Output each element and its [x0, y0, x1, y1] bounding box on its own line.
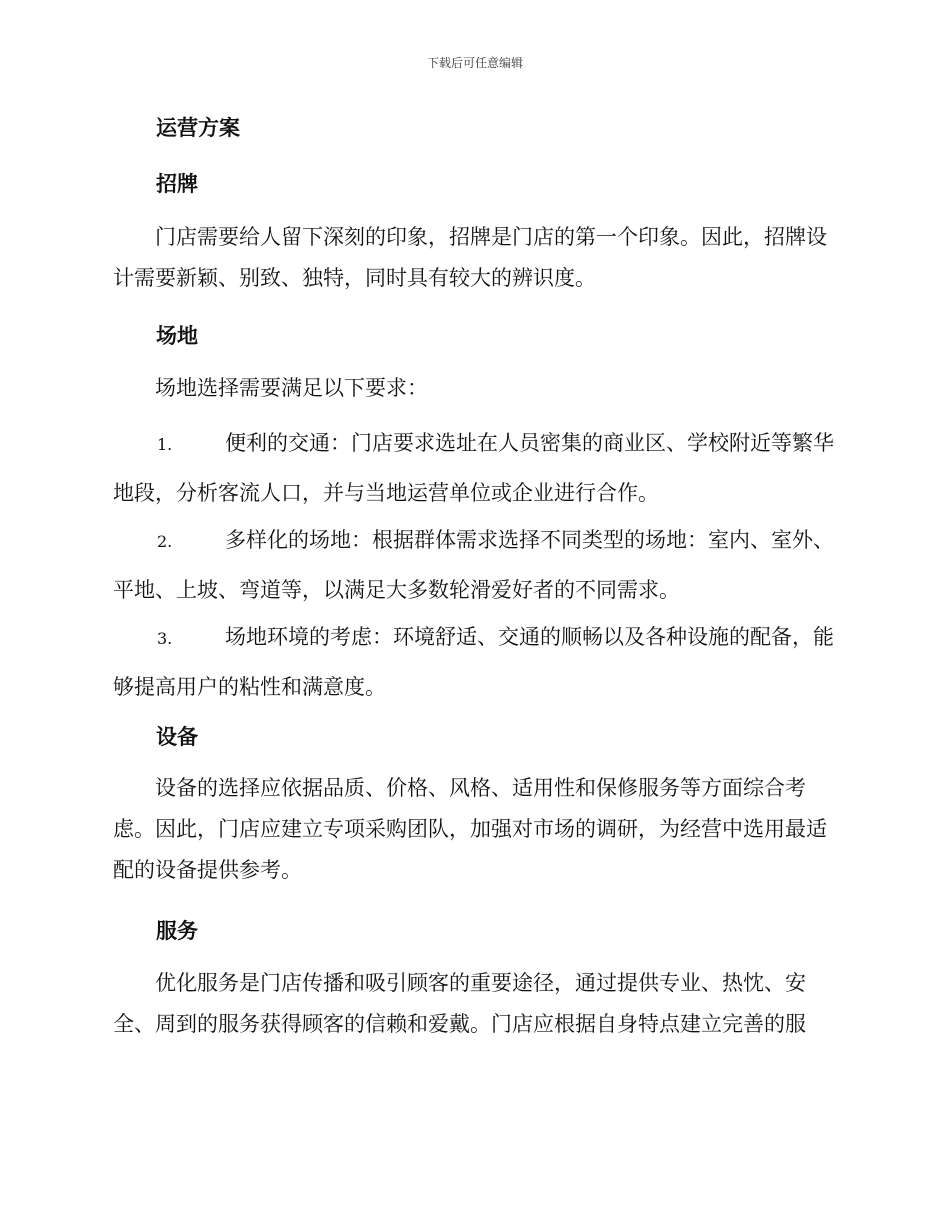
paragraph-venue-intro	[113, 368, 835, 409]
paragraph-venue-intro-text: 场地选择需要满足以下要求：	[155, 376, 428, 400]
list-item-number: 2.	[157, 532, 173, 551]
paragraph-service-text: 优化服务是门店传播和吸引顾客的重要途径，通过提供专业、热忱、安全、周到的服务获得顾客的信赖和爱戴。门店应根据自身特点建立完善的服	[113, 971, 806, 1036]
list-item	[113, 419, 835, 518]
section-heading-venue: 场地	[156, 323, 198, 348]
list-item-text: 多样化的场地：根据群体需求选择不同类型的场地：室内、室外、平地、上坡、弯道等，以满足大多数轮滑爱好者的不同需求。	[113, 528, 834, 602]
list-item-text: 便利的交通：门店要求选址在人员密集的商业区、学校附近等繁华地段，分析客流人口，并与当地运营单位或企业进行合作。	[113, 431, 834, 505]
page-header: 下载后可任意编辑	[426, 56, 523, 70]
list-item	[113, 516, 835, 615]
section-heading-service: 服务	[156, 918, 198, 943]
paragraph-signboard	[113, 217, 835, 299]
list-item-number: 1.	[157, 435, 173, 454]
list-item-text: 场地环境的考虑：环境舒适、交通的顺畅以及各种设施的配备，能够提高用户的粘性和满意度。	[113, 625, 834, 699]
paragraph-equipment	[113, 768, 835, 891]
list-item-number: 3.	[157, 629, 173, 648]
paragraph-equipment-text: 设备的选择应依据品质、价格、风格、适用性和保修服务等方面综合考虑。因此，门店应建立专项采购团队，加强对市场的调研，为经营中选用最适配的设备提供参考。	[113, 776, 827, 882]
list-item	[113, 613, 835, 712]
document-title: 运营方案	[156, 115, 240, 140]
paragraph-signboard-text: 门店需要给人留下深刻的印象，招牌是门店的第一个印象。因此，招牌设计需要新颖、别致、独特，同时具有较大的辨识度。	[113, 225, 827, 290]
paragraph-service	[113, 963, 835, 1045]
section-heading-equipment: 设备	[156, 724, 198, 749]
section-heading-signboard: 招牌	[156, 171, 198, 196]
